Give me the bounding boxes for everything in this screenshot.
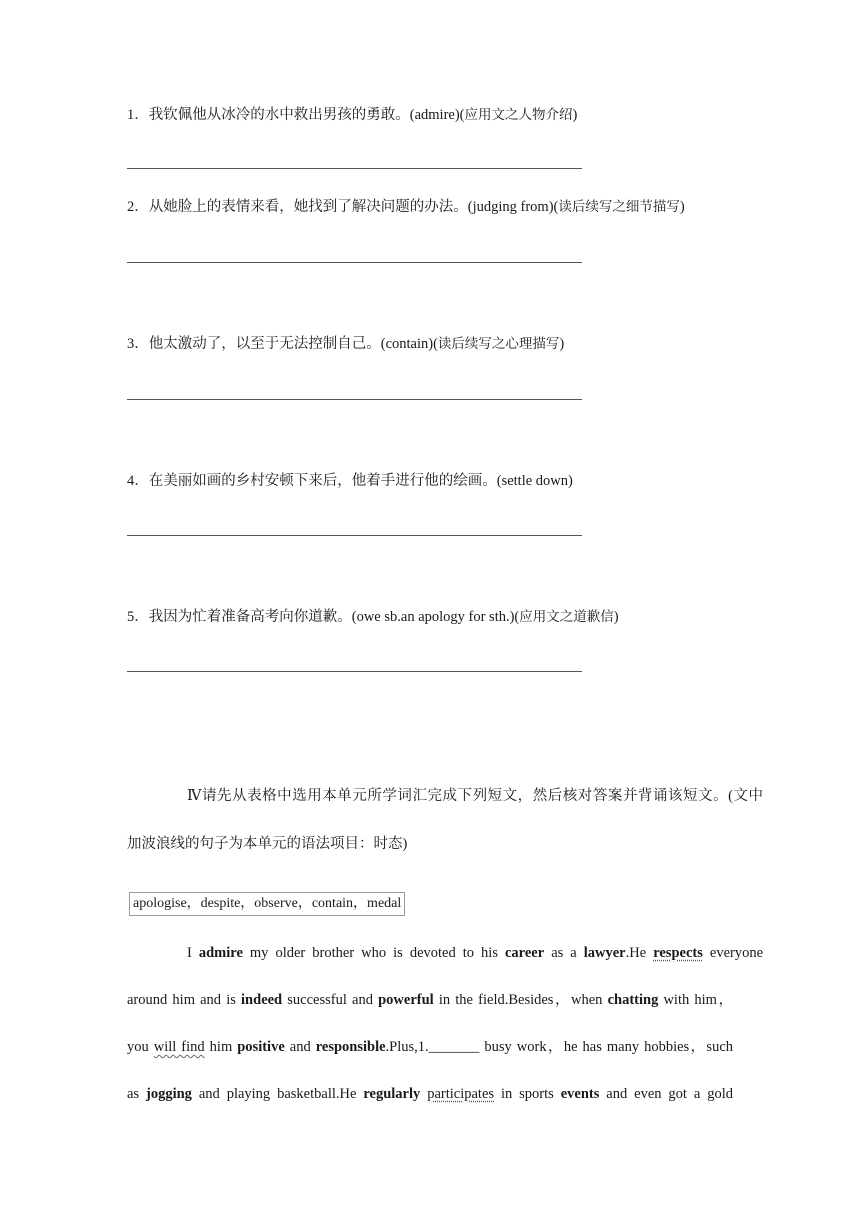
word-box: apologise，despite，observe，contain，medal — [129, 892, 405, 916]
question-2: 2．从她脸上的表情来看，她找到了解决问题的办法。(judging from)(读后续写之细节描写) — [127, 199, 685, 215]
passage-line-1: I admire my older brother who is devoted to his career as a lawyer.He respects everyone — [187, 945, 764, 961]
answer-line-4[interactable] — [127, 535, 582, 536]
answer-line-2[interactable] — [127, 262, 582, 263]
answer-line-1[interactable] — [127, 168, 582, 169]
question-3: 3．他太激动了，以至于无法控制自己。(contain)(读后续写之心理描写) — [127, 336, 565, 352]
question-4: 4．在美丽如画的乡村安顿下来后，他着手进行他的绘画。(settle down) — [127, 473, 573, 489]
answer-line-5[interactable] — [127, 671, 582, 672]
passage-line-2: around him and is indeed successful and powerful in the field.Besides，when chatting with him， — [127, 992, 733, 1008]
section-instruction-line-1: Ⅳ请先从表格中选用本单元所学词汇完成下列短文，然后核对答案并背诵该短文。(文中 — [187, 788, 763, 804]
section-instruction-line-2: 加波浪线的句子为本单元的语法项目：时态) — [127, 836, 408, 852]
passage-line-3: you will find him positive and responsible.Plus,1._______ busy work，he has many hobbies，such — [127, 1039, 734, 1055]
answer-line-3[interactable] — [127, 399, 582, 400]
question-1: 1．我钦佩他从冰冷的水中救出男孩的勇敢。(admire)(应用文之人物介绍) — [127, 107, 578, 123]
question-5: 5．我因为忙着准备高考向你道歉。(owe sb.an apology for sth.)(应用文之道歉信) — [127, 609, 619, 625]
passage-line-4: as jogging and playing basketball.He regularly participates in sports events and even got a gold — [127, 1086, 734, 1102]
